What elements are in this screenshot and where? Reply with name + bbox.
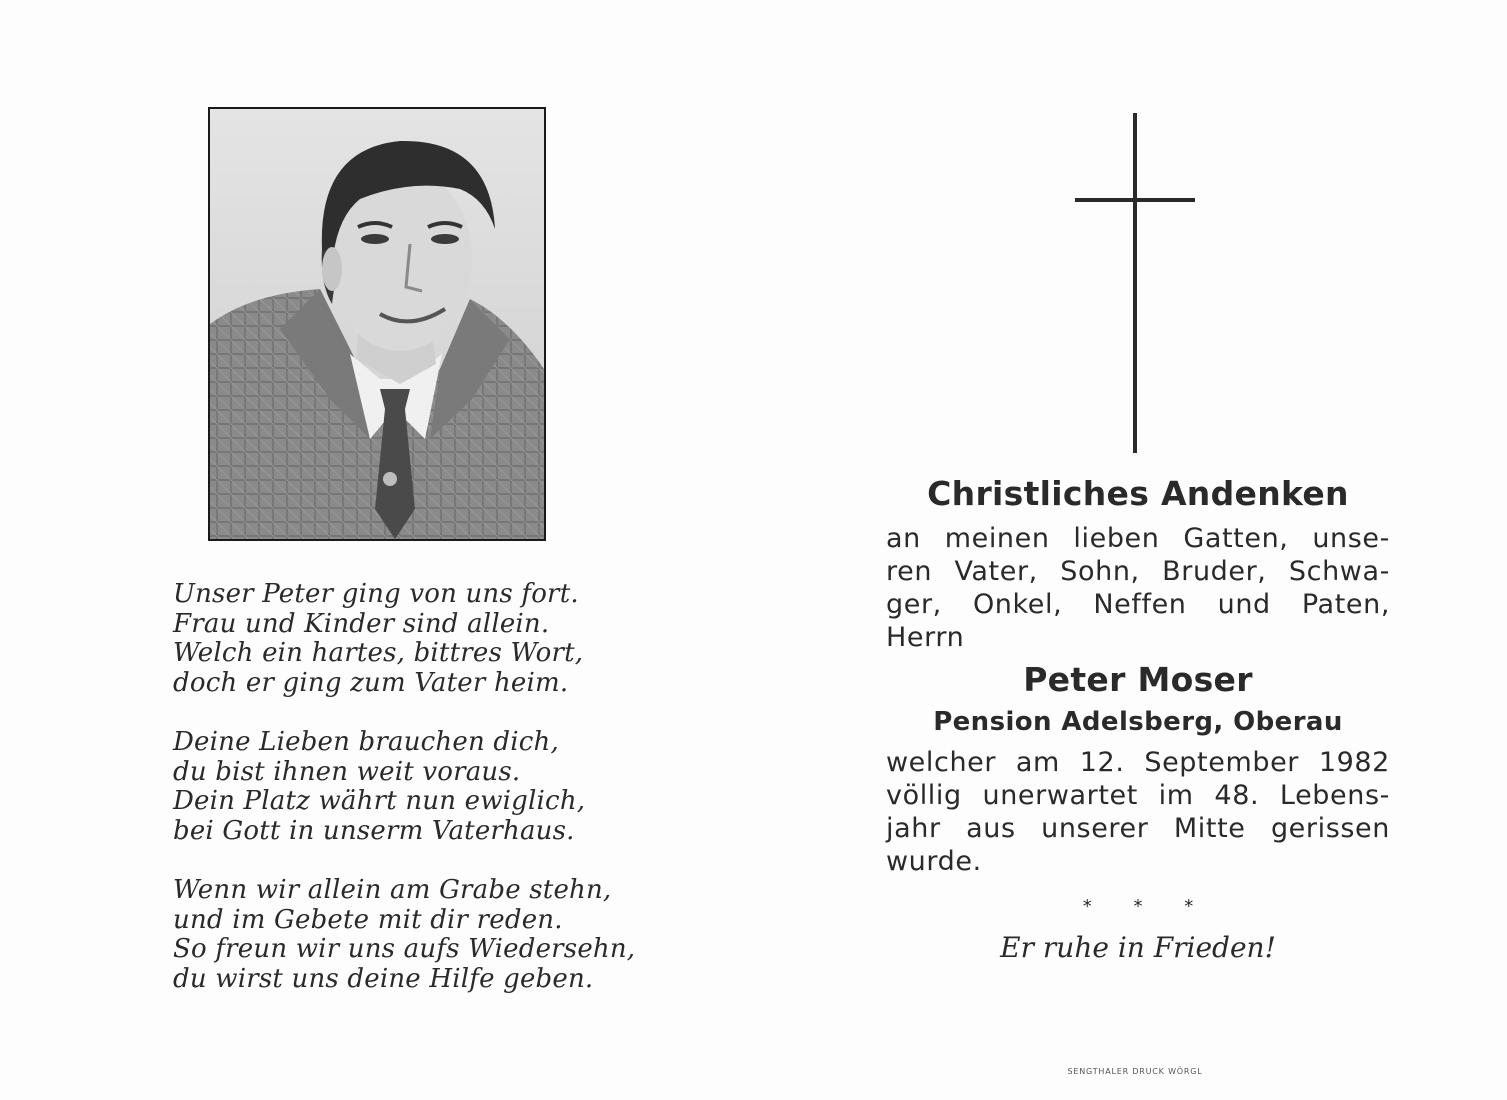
cross-icon — [1133, 113, 1137, 453]
poem-line: du wirst uns deine Hilfe geben. — [173, 963, 594, 994]
poem-line: und im Gebete mit dir reden. — [173, 904, 563, 935]
intro-line: ren Vater, Sohn, Bruder, Schwa- — [886, 556, 1390, 587]
poem-line: Deine Lieben brauchen dich, — [173, 727, 559, 757]
poem-line: Welch ein hartes, bittres Wort, — [173, 638, 584, 668]
death-line: welcher am 12. September 1982 — [886, 747, 1390, 778]
deceased-name: Peter Moser — [1023, 660, 1253, 699]
poem-line: du bist ihnen weit voraus. — [173, 756, 521, 787]
death-line: völlig unerwartet im 48. Lebens- — [886, 780, 1390, 811]
separator-stars: * * * — [1082, 896, 1212, 917]
intro-line: ger, Onkel, Neffen und Paten, — [886, 589, 1390, 620]
printer-imprint: SENGTHALER DRUCK WÖRGL — [1067, 1067, 1203, 1076]
memorial-notice — [886, 470, 1390, 964]
poem-line: Frau und Kinder sind allein. — [173, 608, 550, 639]
poem-stanza — [173, 875, 636, 994]
cross-icon-bar — [1075, 198, 1195, 202]
poem-line: Dein Platz währt nun ewiglich, — [173, 786, 586, 816]
portrait-photo — [208, 107, 546, 541]
notice-death — [886, 746, 1390, 878]
poem-line: bei Gott in unserm Vaterhaus. — [173, 815, 575, 846]
farewell-text: Er ruhe in Frieden! — [1000, 931, 1276, 964]
intro-line: an meinen lieben Gatten, unse- — [886, 523, 1390, 554]
memorial-poem — [173, 579, 636, 1024]
poem-line: So freun wir uns aufs Wiedersehn, — [173, 934, 636, 964]
notice-intro — [886, 522, 1390, 654]
portrait-illustration — [210, 109, 544, 539]
poem-stanza — [173, 580, 633, 698]
poem-line: Wenn wir allein am Grabe stehn, — [173, 875, 612, 905]
poem-stanza — [173, 728, 633, 846]
notice-heading: Christliches Andenken — [927, 474, 1349, 513]
intro-line: Herrn — [886, 622, 965, 653]
death-line: wurde. — [886, 846, 982, 877]
death-line: jahr aus unserer Mitte gerissen — [886, 813, 1390, 844]
deceased-address: Pension Adelsberg, Oberau — [933, 707, 1343, 737]
poem-line: doch er ging zum Vater heim. — [173, 667, 569, 698]
poem-line: Unser Peter ging von uns fort. — [173, 579, 579, 609]
